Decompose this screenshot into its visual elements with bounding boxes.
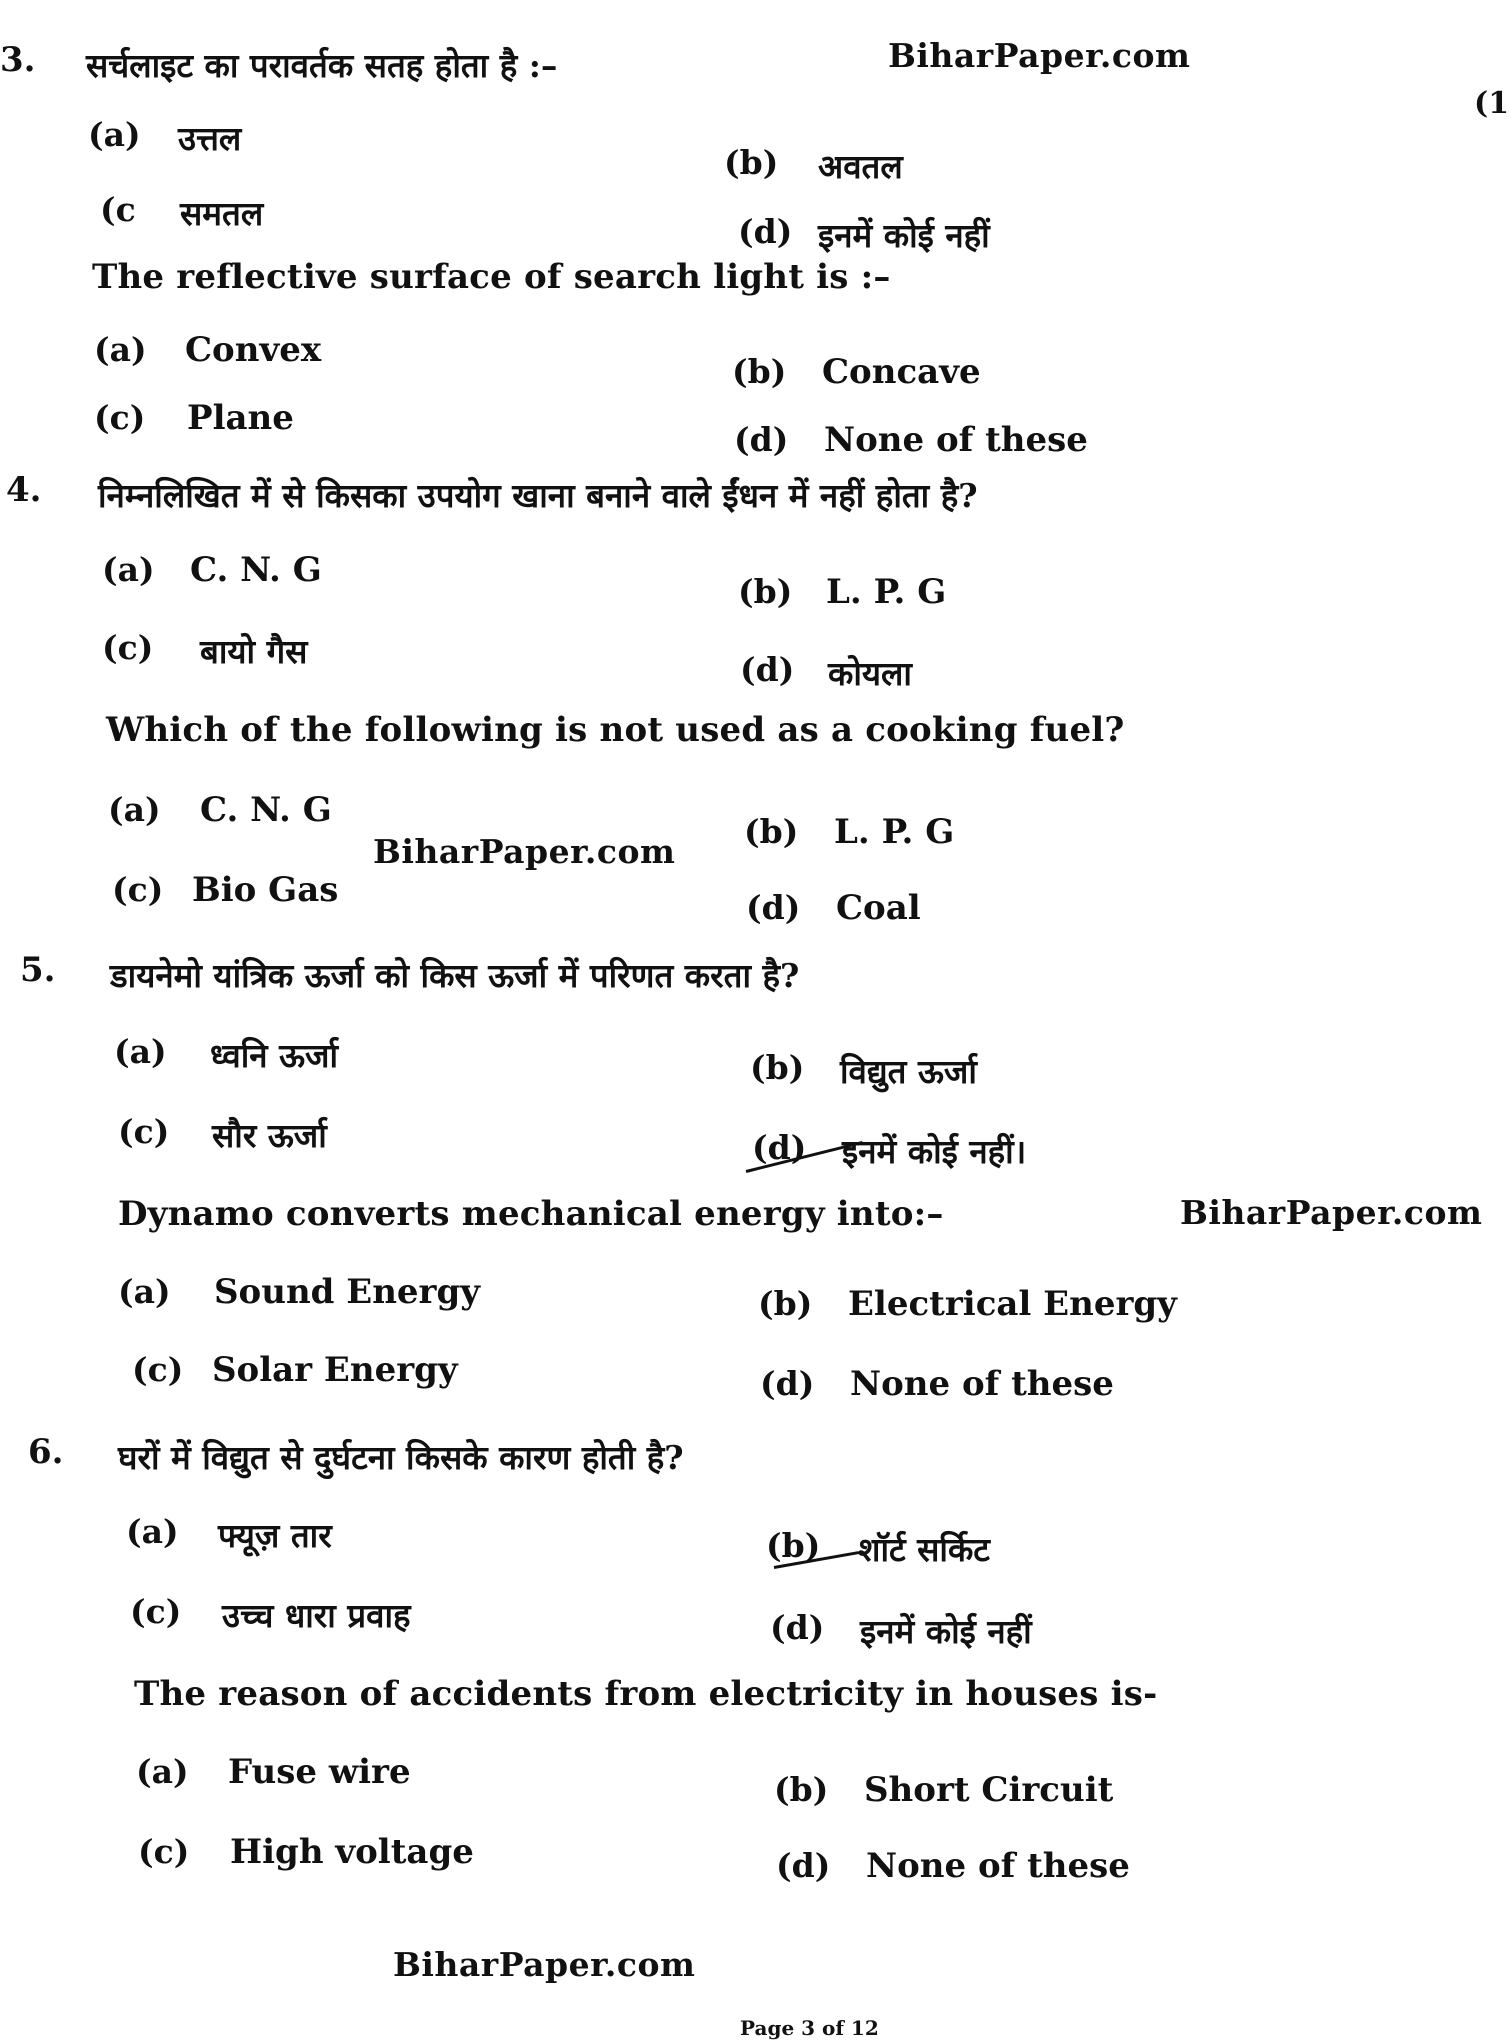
option-label: (d): [738, 212, 793, 251]
option-text: उत्तल: [178, 119, 242, 158]
option-text: सौर ऊर्जा: [212, 1116, 327, 1155]
option-label: (d): [770, 1608, 825, 1647]
option-label: (c): [94, 398, 146, 437]
option-text: अवतल: [818, 147, 903, 186]
option-label: (c): [112, 870, 164, 909]
option-text: इनमें कोई नहीं: [818, 216, 990, 255]
option-text: L. P. G: [826, 572, 947, 612]
question-text-hindi: घरों में विद्युत से दुर्घटना किसके कारण होती है?: [118, 1438, 684, 1477]
question-text-hindi: निम्नलिखित में से किसका उपयोग खाना बनाने वाले ईंधन में नहीं होता है?: [98, 476, 978, 515]
question-text-english: Dynamo converts mechanical energy into:–: [118, 1194, 944, 1234]
option-label: (a): [108, 790, 161, 829]
option-text: High voltage: [230, 1832, 474, 1872]
watermark: BiharPaper.com: [393, 1945, 696, 1984]
option-text: Bio Gas: [192, 870, 339, 910]
option-label: (d): [752, 1128, 807, 1167]
watermark: BiharPaper.com: [373, 832, 676, 871]
option-text: C. N. G: [190, 550, 322, 590]
option-text: विद्युत ऊर्जा: [840, 1052, 977, 1091]
option-text: Electrical Energy: [848, 1284, 1177, 1324]
option-label: (b): [744, 812, 799, 851]
option-label: (a): [126, 1512, 179, 1551]
question-text-hindi: डायनेमो यांत्रिक ऊर्जा को किस ऊर्जा में परिणत करता है?: [110, 956, 800, 995]
option-text: उच्च धारा प्रवाह: [222, 1596, 411, 1635]
option-label: (c): [132, 1350, 184, 1389]
question-number: 4.: [6, 470, 42, 510]
option-label: (b): [758, 1284, 813, 1323]
option-text: फ्यूज़ तार: [218, 1516, 332, 1555]
watermark: BiharPaper.com: [1180, 1193, 1483, 1232]
option-text: शॉर्ट सर्किट: [858, 1530, 990, 1569]
option-label: (c): [102, 628, 154, 667]
option-label: (a): [94, 330, 147, 369]
option-text: Solar Energy: [212, 1350, 458, 1390]
option-text: इनमें कोई नहीं।: [842, 1132, 1027, 1171]
option-label: (b): [738, 572, 793, 611]
watermark: BiharPaper.com: [888, 36, 1191, 75]
option-label: (a): [114, 1032, 167, 1071]
option-text: इनमें कोई नहीं: [860, 1612, 1032, 1651]
option-label: (d): [760, 1364, 815, 1403]
question-text-english: The reason of accidents from electricity in houses is-: [134, 1674, 1158, 1714]
option-text: Short Circuit: [864, 1770, 1114, 1810]
option-text: Coal: [836, 888, 921, 928]
option-text: None of these: [850, 1364, 1114, 1404]
option-label: (a): [102, 550, 155, 589]
option-label: (b): [774, 1770, 829, 1809]
page-footer: Page 3 of 12: [740, 2016, 879, 2040]
option-label: (d): [734, 420, 789, 459]
option-text: कोयला: [828, 654, 912, 693]
option-label: (a): [88, 115, 141, 154]
option-text: L. P. G: [834, 812, 955, 852]
option-label: (b): [766, 1526, 821, 1565]
option-label: (b): [732, 352, 787, 391]
question-number: 6.: [28, 1432, 64, 1472]
option-label: (c): [130, 1592, 182, 1631]
edge-mark: (1: [1474, 86, 1509, 121]
option-text: None of these: [866, 1846, 1130, 1886]
option-text: Sound Energy: [214, 1272, 480, 1312]
option-text: Fuse wire: [228, 1752, 411, 1792]
option-text: समतल: [180, 194, 264, 233]
option-text: ध्वनि ऊर्जा: [210, 1036, 339, 1075]
option-label: (d): [776, 1846, 831, 1885]
option-label: (a): [118, 1272, 171, 1311]
option-label: (c): [118, 1112, 170, 1151]
option-label: (b): [724, 143, 779, 182]
option-label: (d): [740, 650, 795, 689]
option-label: (c): [138, 1832, 190, 1871]
question-text-english: Which of the following is not used as a cooking fuel?: [106, 710, 1125, 750]
option-text: C. N. G: [200, 790, 332, 830]
option-label: (d): [746, 888, 801, 927]
question-text-english: The reflective surface of search light is :–: [92, 257, 891, 297]
option-text: None of these: [824, 420, 1088, 460]
option-label: (b): [750, 1048, 805, 1087]
option-text: बायो गैस: [200, 632, 308, 671]
option-label: (a): [136, 1752, 189, 1791]
option-label: (c: [100, 190, 136, 229]
question-text-hindi: सर्चलाइट का परावर्तक सतह होता है :–: [86, 46, 558, 85]
option-text: Convex: [185, 330, 322, 370]
question-number: 5.: [20, 950, 56, 990]
option-text: Concave: [822, 352, 981, 392]
question-number: 3.: [0, 40, 36, 80]
option-text: Plane: [187, 398, 294, 438]
